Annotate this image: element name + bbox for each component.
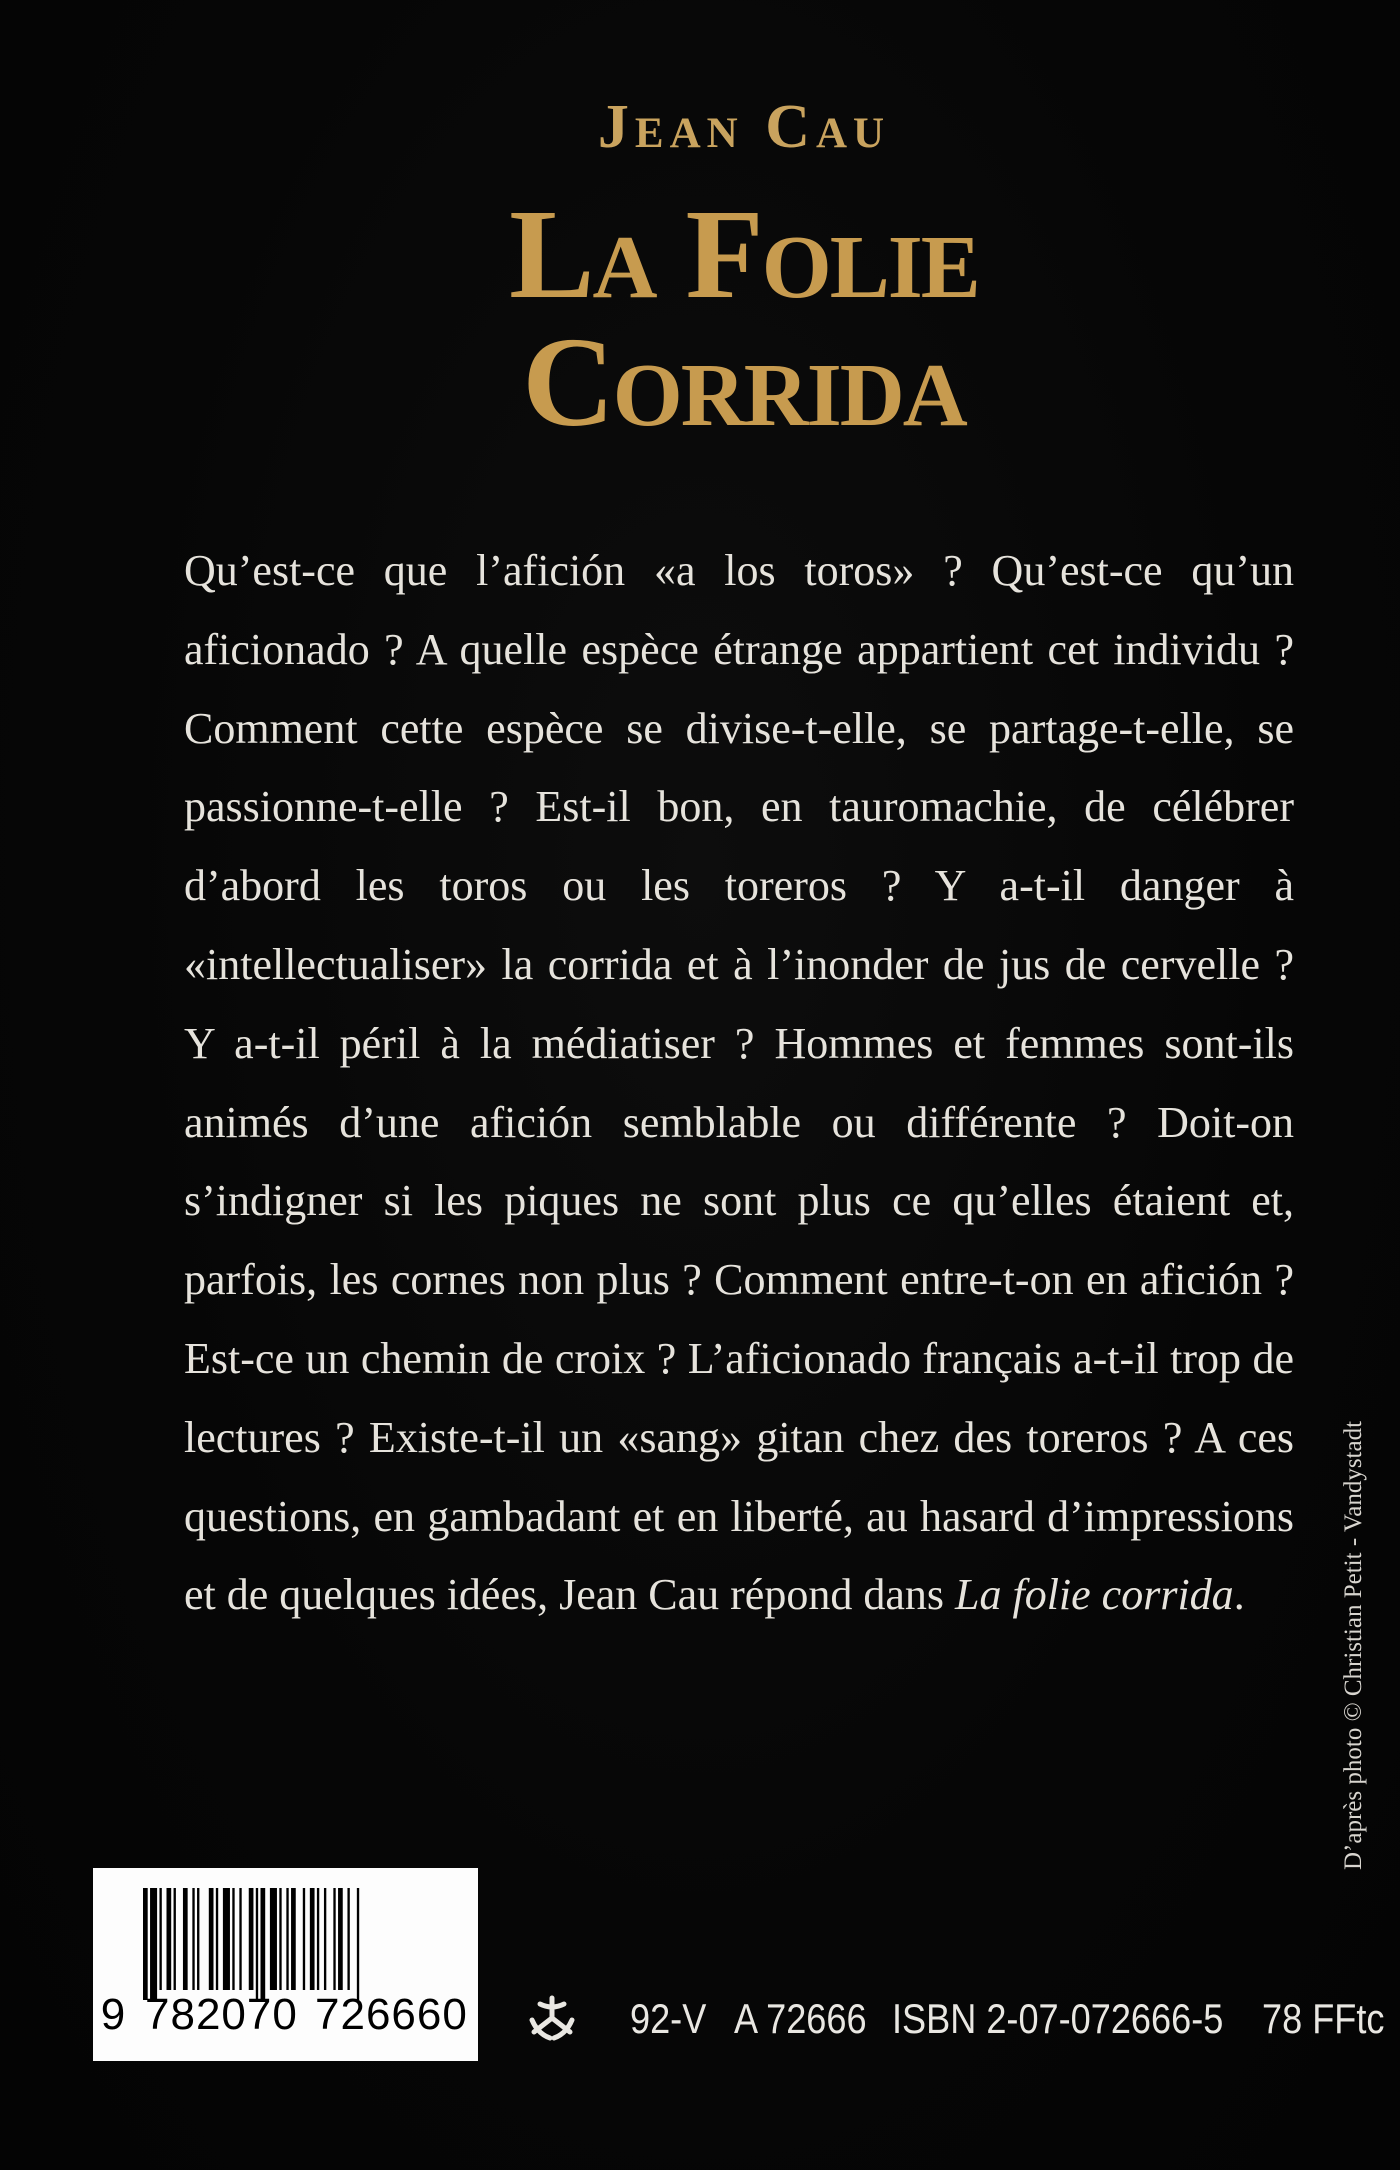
- barcode-bar: [143, 1888, 148, 2000]
- series-code: 92-V: [630, 1995, 707, 2042]
- book-title-line-1: La Folie: [509, 183, 979, 325]
- barcode-bar: [347, 1888, 349, 1990]
- barcode-bar: [216, 1888, 218, 1990]
- barcode-first-digit: 9: [100, 1990, 126, 2039]
- price-code: 78 FFtc: [1262, 1995, 1385, 2042]
- barcode-right-group: 726660: [315, 1990, 468, 2039]
- barcode-bar: [333, 1888, 335, 1990]
- book-title-line-2: Corrida: [522, 311, 966, 453]
- isbn-code: ISBN 2-07-072666-5: [892, 1995, 1224, 2042]
- barcode-bar: [150, 1888, 157, 2000]
- publisher-logo-icon: [524, 1990, 580, 2046]
- barcode-bar: [167, 1888, 172, 1990]
- barcode-bar: [223, 1888, 230, 1990]
- barcode-bar: [183, 1888, 188, 1990]
- barcode-bar: [338, 1888, 343, 1990]
- barcode-bar: [317, 1888, 319, 1990]
- barcode-bar: [303, 1888, 305, 1990]
- barcode-bar: [279, 1888, 281, 1990]
- barcode-bar: [286, 1888, 288, 1990]
- blurb-text: Qu’est-ce que l’afición «a los toros» ? Qu’est-ce qu’un aficionado ? A quelle espèce étrange appartient cet individu ? Comment cette espèce se divise-t-elle, se partage-t-elle, se passionne-t-elle ? Est-il bon, en tauromachie, de célébrer d’abord les toros ou les toreros ? Y a-t-il danger à «intellectualiser» la corrida et à l’inonder de jus de cervelle ? Y a-t-il péril à la médiatiser ? Hommes et femmes sont-ils animés d’une afición semblable ou différente ? Doit-on s’indigner si les piques ne sont plus ce qu’elles étaient et, parfois, les cornes non plus ? Comment entre-t-on en afición ? Est-ce un chemin de croix ? L’aficionado français a-t-il trop de lectures ? Existe-t-il un «sang» gitan chez des toreros ? A ces questions, en gambadant et en liberté, au hasard d’impressions et de quelques idées, Jean Cau répond dans: [184, 546, 1294, 1620]
- barcode-bar: [324, 1888, 326, 1990]
- blurb-end-punctuation: .: [1233, 1570, 1245, 1620]
- barcode-bar: [249, 1888, 254, 1990]
- barcode-digits: [93, 1990, 478, 2039]
- barcode-bar: [261, 1888, 266, 2000]
- barcode-bar: [232, 1888, 234, 1990]
- barcode-left-group: 782070: [145, 1990, 298, 2039]
- barcode-bar: [357, 1888, 359, 2000]
- blurb-book-title: La folie corrida: [955, 1570, 1234, 1620]
- barcode-bar: [192, 1888, 194, 1990]
- blurb-paragraph: [184, 532, 1294, 1635]
- barcode-bar: [197, 1888, 199, 1990]
- barcode: [93, 1868, 478, 2061]
- reference-code: A 72666: [734, 1995, 867, 2042]
- barcode-bar: [310, 1888, 315, 1990]
- barcode-bar: [256, 1888, 258, 2000]
- barcode-bar: [159, 1888, 161, 1990]
- barcode-bar: [174, 1888, 176, 1990]
- photo-credit: D’après photo © Christian Petit - Vandystadt: [1340, 1420, 1367, 1870]
- barcode-bar: [270, 1888, 277, 1990]
- barcode-bar: [209, 1888, 214, 1990]
- barcode-bar: [239, 1888, 241, 1990]
- barcode-bar: [291, 1888, 296, 1990]
- author-name: Jean Cau: [597, 93, 891, 161]
- barcode-bars: [143, 1888, 465, 2000]
